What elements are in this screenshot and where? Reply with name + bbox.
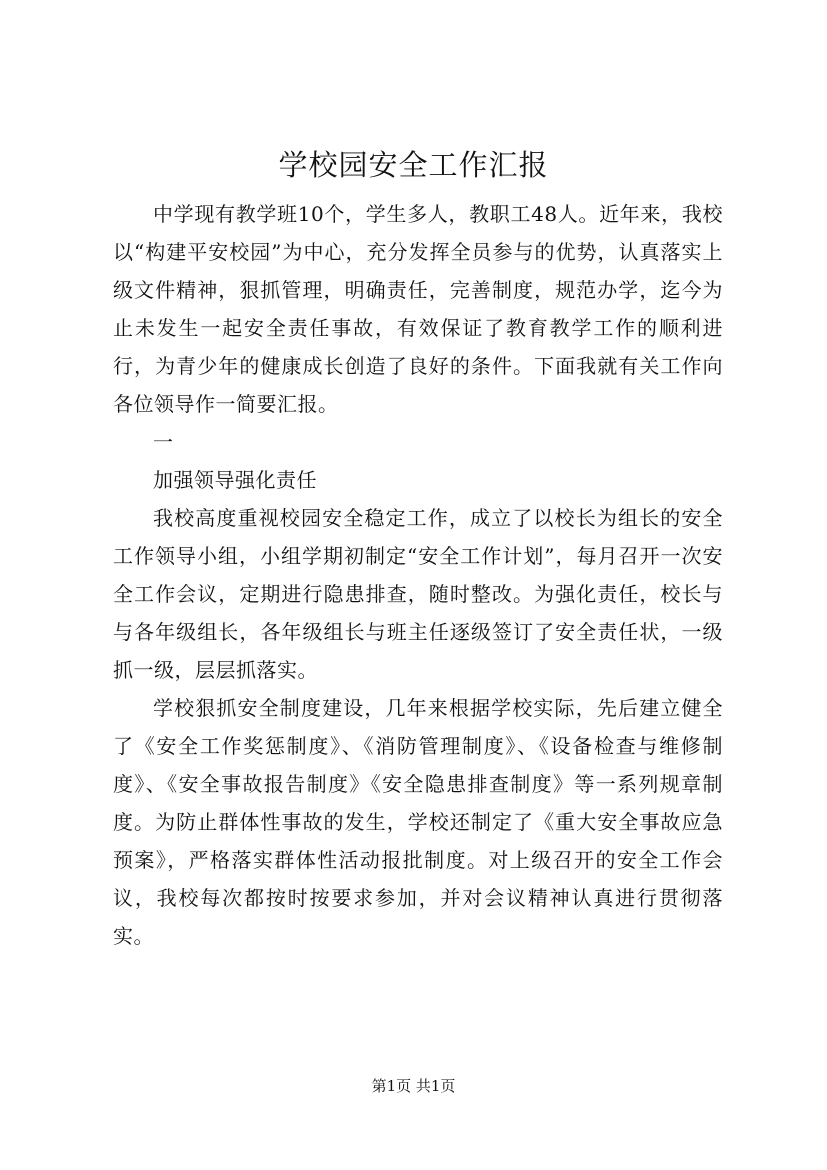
section-number: 一: [153, 430, 174, 454]
page-footer: 第1页 共1页: [371, 1077, 456, 1095]
document-body: [113, 195, 723, 955]
intro-paragraph: 中学现有教学班10个，学生多人，教职工48人。近年来，我校以“构建平安校园”为中心，充分发挥全员参与的优势，认真落实上级文件精神，狠抓管理，明确责任，完善制度，规范办学，迄今为止未发生一起安全责任事故，有效保证了教育教学工作的顺利进行，为青少年的健康成长创造了良好的条件。下面我就有关工作向各位领导作一简要汇报。: [113, 202, 723, 416]
regulations-paragraph: 学校狠抓安全制度建设，几年来根据学校实际，先后建立健全了《安全工作奖惩制度》、《消防管理制度》、《设备检查与维修制度》、《安全事故报告制度》《安全隐患排查制度》等一系列规章制度。为防止群体性事故的发生，学校还制定了《重大安全事故应急预案》，严格落实群体性活动报批制度。对上级召开的安全工作会议，我校每次都按时按要求参加，并对会议精神认真进行贯彻落实。: [113, 696, 723, 948]
section-heading: 加强领导强化责任: [153, 468, 317, 492]
document-title: 学校园安全工作汇报: [278, 148, 549, 182]
leadership-paragraph: 我校高度重视校园安全稳定工作，成立了以校长为组长的安全工作领导小组，小组学期初制定“安全工作计划”，每月召开一次安全工作会议，定期进行隐患排查，随时整改。为强化责任，校长与与各年级组长，各年级组长与班主任逐级签订了安全责任状，一级抓一级，层层抓落实。: [113, 506, 723, 682]
